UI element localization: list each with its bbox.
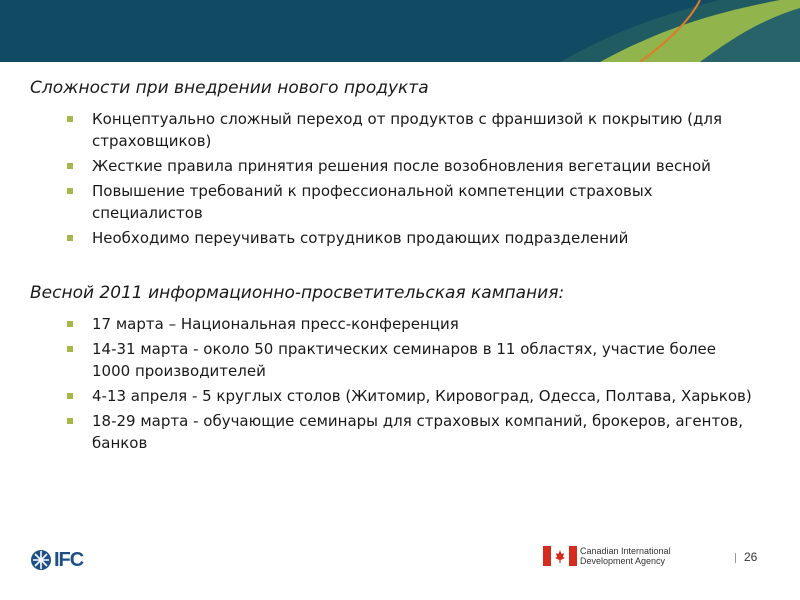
list-item xyxy=(66,338,756,382)
list-item-text: Необходимо переучивать сотрудников продающих подразделений xyxy=(92,229,629,247)
cida-line-2: Development Agency xyxy=(580,556,666,566)
canada-flag-icon xyxy=(543,546,577,566)
square-bullet-icon xyxy=(67,321,73,327)
difficulties-list xyxy=(66,108,756,252)
page-number-separator xyxy=(735,553,736,563)
list-item xyxy=(66,385,756,407)
ifc-logo-text: IFC xyxy=(54,548,84,571)
cida-line-1: Canadian International xyxy=(580,546,671,556)
header-band xyxy=(0,0,800,62)
list-item xyxy=(66,227,756,249)
square-bullet-icon xyxy=(67,418,73,424)
list-item xyxy=(66,108,756,152)
ifc-logo xyxy=(30,549,83,571)
square-bullet-icon xyxy=(67,346,73,352)
list-item-text: Повышение требований к профессиональной компетенции страховых специалистов xyxy=(92,182,653,222)
list-item-text: Жесткие правила принятия решения после возобновления вегетации весной xyxy=(92,157,711,175)
square-bullet-icon xyxy=(67,235,73,241)
list-item-text: 17 марта – Национальная пресс-конференция xyxy=(92,315,459,333)
list-item xyxy=(66,410,756,454)
list-item-text: 14-31 марта - около 50 практических семинаров в 11 областях, участие более 1000 производителей xyxy=(92,340,716,380)
cida-logo xyxy=(543,546,671,566)
ifc-globe-icon xyxy=(30,549,52,571)
header-swoosh-graphic xyxy=(0,0,800,62)
list-item-text: 4-13 апреля - 5 круглых столов (Житомир, Кировоград, Одесса, Полтава, Харьков) xyxy=(92,387,752,405)
square-bullet-icon xyxy=(67,393,73,399)
square-bullet-icon xyxy=(67,188,73,194)
list-item xyxy=(66,180,756,224)
section-title-campaign: Весной 2011 информационно-просветительская кампания: xyxy=(30,283,565,303)
list-item xyxy=(66,313,756,335)
list-item-text: 18-29 марта - обучающие семинары для страховых компаний, брокеров, агентов, банков xyxy=(92,412,743,452)
list-item xyxy=(66,155,756,177)
square-bullet-icon xyxy=(67,116,73,122)
section-title-difficulties: Сложности при внедрении нового продукта xyxy=(30,78,429,98)
campaign-list xyxy=(66,313,756,457)
list-item-text: Концептуально сложный переход от продуктов с франшизой к покрытию (для страховщиков) xyxy=(92,110,723,150)
page-number: 26 xyxy=(744,550,758,564)
square-bullet-icon xyxy=(67,163,73,169)
